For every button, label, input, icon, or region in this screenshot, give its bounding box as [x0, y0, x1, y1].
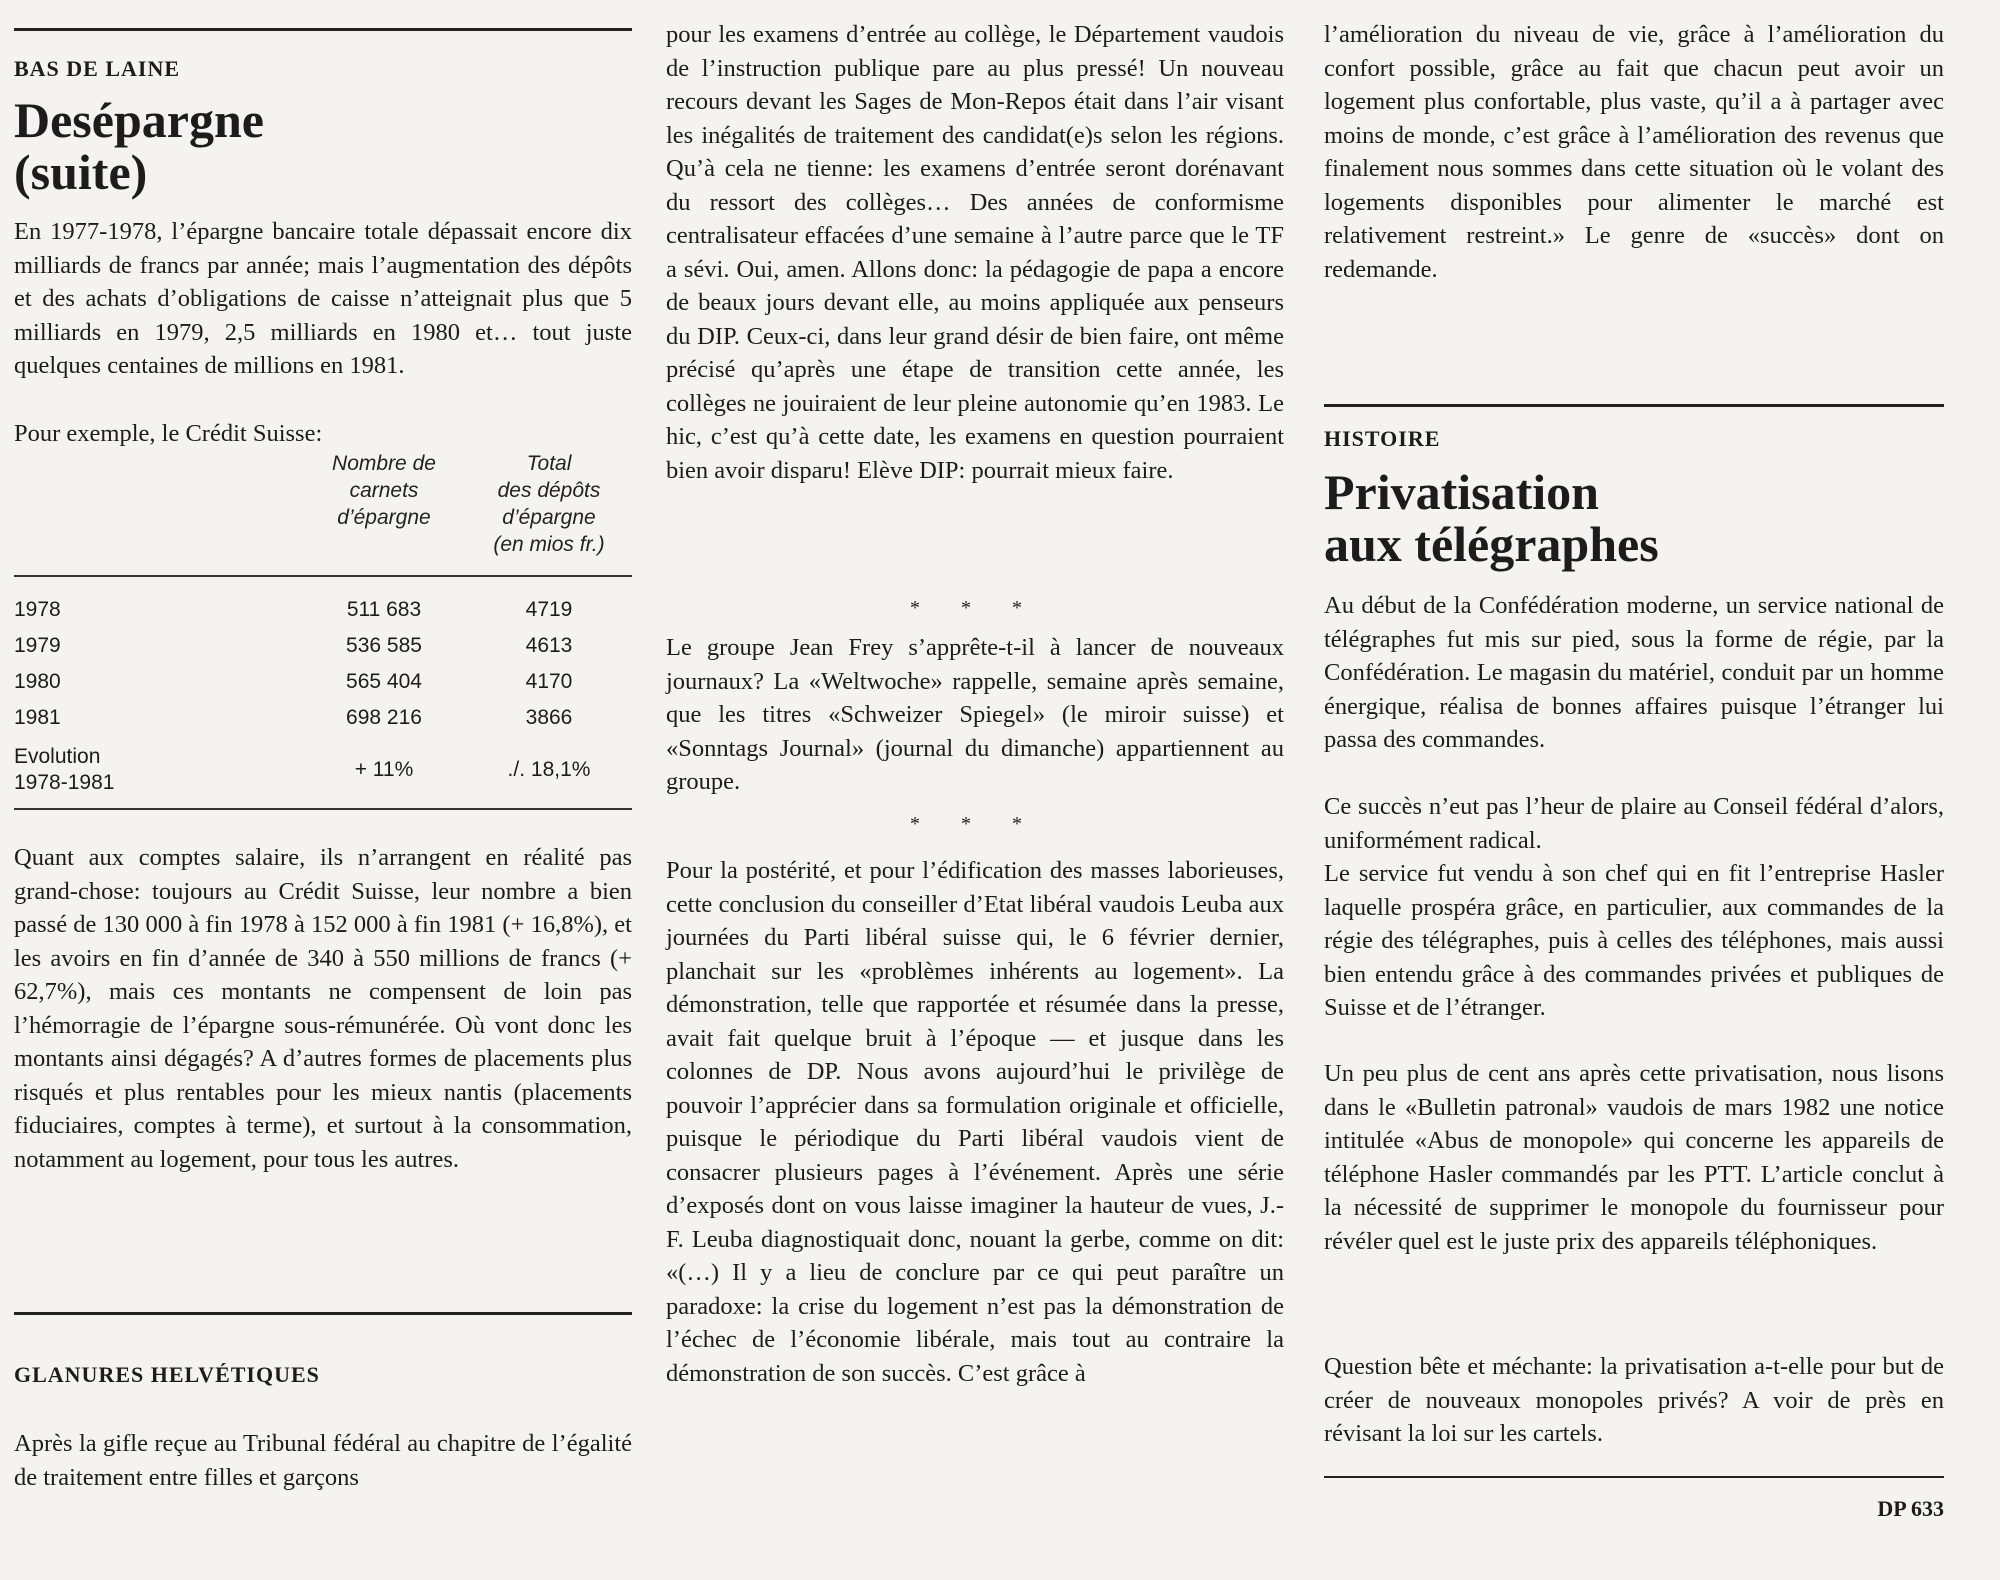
section-rule: [14, 1312, 632, 1315]
table-header-total: Total des dépôts d’épargne (en mios fr.): [493, 452, 605, 556]
article1-para-1: En 1977-1978, l’épargne bancaire totale dépassait encore dix milliards de francs par année; mais l’augmentation des dépôts et des achats d’obligations de caisse n’atteignait plus que 5 milliards en 1979, 2,5 milliards en 1980 et… tout juste quelques centaines de millions en 1981.: [14, 218, 632, 379]
table-row-evolution: Evolution 1978-1981 + 11% ./. 18,1%: [14, 745, 591, 794]
article3-para-4: Un peu plus de cent ans après cette privatisation, nous lisons dans le «Bulletin patronal» vaudois de mars 1982 une notice intitulée «Abus de monopole» qui concerne les appareils de téléphone Hasler commandés par les PTT. L’article conclut à la nécessité de supprimer le monopole du fournisseur pour révéler quel est le juste prix des appareils téléphoniques.: [1324, 1060, 1944, 1255]
headline-privatisation: [1324, 466, 1944, 570]
article2-para-3: Pour la postérité, et pour l’édification des masses laborieuses, cette conclusion du conseiller d’Etat libéral vaudois Leuba aux journées du Parti libéral suisse qui, le 6 février dernier, planchait sur les «problèmes inhérents au logement». La démonstration, telle que rapportée et résumée dans la presse, avait fait quelque bruit à l’époque — et jusque dans les colonnes de DP. Nous avons aujourd’hui le privilège de pouvoir l’apprécier dans sa formulation originale et officielle, puisque le périodique du Parti libéral vaudois vient de consacrer plusieurs pages à l’événement. Après une série d’exposés dont on vous laisse imaginer la hauteur de vues, J.-F. Leuba diagnostiquait donc, nouant la gerbe, comme on dit: «(…) Il y a lieu de conclure par ce qui peut paraître un paradoxe: la crise du logement n’est pas la démonstration de l’échec de l’économie libérale, mais tout au contraire la démonstration de son succès. C’est grâce à: [666, 857, 1284, 1387]
table-header-rule: [14, 575, 632, 577]
section-rule: [1324, 404, 1944, 407]
article1-para-3: Quant aux comptes salaire, ils n’arrangent en réalité pas grand-chose: toujours au Crédit Suisse, leur nombre a bien passé de 130 000 à fin 1978 à 152 000 à fin 1981 (+ 16,8%), et les avoirs en fin d’année de 340 à 550 millions de francs (+ 62,7%), mais ces montants ne compensent de loin pas l’hémorragie de l’épargne sous-rémunérée. Où vont donc les montants ainsi dégagés? A d’autres formes de placements plus risqués et plus rentables pour les mieux nantis (placements fiduciaires, comptes à terme), et surtout à la consommation, notamment au logement, pour tous les autres.: [14, 844, 632, 1173]
article3-para-1: Au début de la Confédération moderne, un service national de télégraphes fut mis sur pied, sous la forme de régie, par la Confédération. Le magasin du matériel, conduit par un homme énergique, réalisa de bonnes affaires puisque l’étranger lui passa des commandes.: [1324, 592, 1944, 753]
section-separator-stars: * * *: [910, 813, 1040, 835]
table-row: 1981 698 216 3866: [14, 706, 573, 729]
kicker-histoire: HISTOIRE: [1324, 426, 1441, 451]
table-row: 1979 536 585 4613: [14, 634, 573, 657]
table-bottom-rule: [14, 808, 632, 810]
footer-rule: [1324, 1476, 1944, 1478]
article3-para-3: Le service fut vendu à son chef qui en fit l’entreprise Hasler laquelle prospéra grâce, en particulier, aux commandes de la régie des télégraphes, puis à celles des téléphones, mais aussi bien entendu grâce à des commandes privées et publiques de Suisse et de l’étranger.: [1324, 860, 1944, 1021]
article2-para-3-cont: l’amélioration du niveau de vie, grâce à l’amélioration du confort possible, grâce au fait que chacun peut avoir un logement plus confortable, plus vaste, qu’il a à partager avec moins de monde, c’est grâce à l’amélioration des revenus que finalement nous sommes dans cette situation où le volant des logements disponibles pour alimenter le marché est relativement restreint.» Le genre de «succès» dont on redemande.: [1324, 21, 1944, 283]
article3-para-5: Question bête et méchante: la privatisation a-t-elle pour but de créer de nouveaux monopoles privés? A voir de près en révisant la loi sur les cartels.: [1324, 1353, 1944, 1447]
table-row: 1980 565 404 4170: [14, 670, 573, 693]
kicker-glanures: GLANURES HELVÉTIQUES: [14, 1362, 320, 1387]
headline-line-1: Desépargne: [14, 92, 264, 148]
headline-desepargne: [14, 94, 632, 198]
article2-para-1-start: Après la gifle reçue au Tribunal fédéral au chapitre de l’égalité de traitement entre filles et garçons: [14, 1430, 632, 1491]
headline-line-2: (suite): [14, 144, 148, 200]
table-header-carnets: Nombre de carnets d’épargne: [332, 452, 436, 529]
table-row: 1978 511 683 4719: [14, 598, 573, 621]
article2-para-1-cont: pour les examens d’entrée au collège, le Département vaudois de l’instruction publique pare au plus pressé! Un nouveau recours devant les Sages de Mon-Repos était dans l’air visant les inégalités de traitement des candidat(e)s selon les régions. Qu’à cela ne tienne: les examens d’entrée seront dorénavant du ressort des collèges… Des années de conformisme centralisateur effacées d’une semaine à l’autre parce que le TF a sévi. Oui, amen. Allons donc: la pédagogie de papa a encore de beaux jours devant elle, au moins appliquée aux penseurs du DIP. Ceux-ci, dans leur grand désir de bien faire, ont même précisé qu’après une étape de transition cette année, les collèges ne jouiraient de leur pleine autonomie qu’en 1983. Le hic, c’est qu’à cette date, les examens en question pourraient bien avoir disparu! Elève DIP: pourrait mieux faire.: [666, 21, 1284, 484]
savings-table: [14, 450, 632, 810]
issue-number: DP 633: [1877, 1496, 1944, 1521]
top-rule: [14, 28, 632, 31]
headline-line-1: Privatisation: [1324, 464, 1599, 520]
kicker-bas-de-laine: BAS DE LAINE: [14, 56, 181, 81]
headline-line-2: aux télégraphes: [1324, 516, 1659, 572]
article1-para-2: Pour exemple, le Crédit Suisse:: [14, 420, 323, 447]
section-separator-stars: * * *: [910, 597, 1040, 619]
article2-para-2: Le groupe Jean Frey s’apprête-t-il à lancer de nouveaux journaux? La «Weltwoche» rappelle, semaine après semaine, que les titres «Schweizer Spiegel» (le miroir suisse) et «Sonntags Journal» (journal du dimanche) appartiennent au groupe.: [666, 634, 1284, 795]
article3-para-2: Ce succès n’eut pas l’heur de plaire au Conseil fédéral d’alors, uniformément radical.: [1324, 793, 1944, 854]
